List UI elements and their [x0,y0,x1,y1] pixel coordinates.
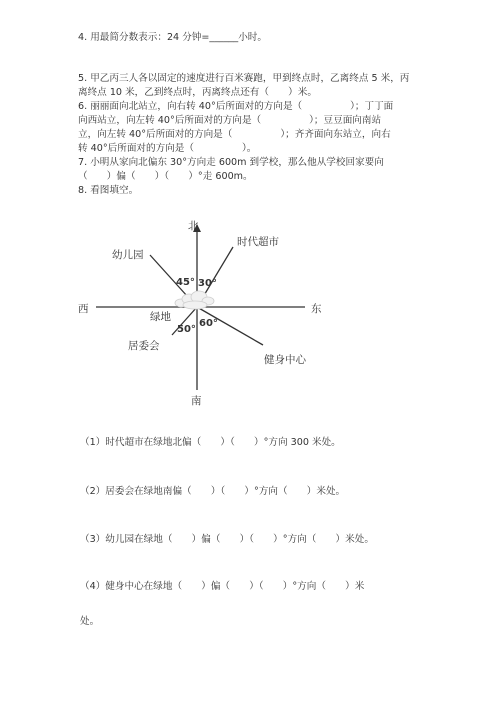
supermarket-label: 时代超市 [237,236,279,248]
kindergarten-label: 幼儿园 [112,249,144,261]
center-label: 绿地 [150,311,171,323]
problem-8-title: 8. 看图填空。 [78,185,139,196]
angle-se-label: 60° [199,318,218,329]
question-3: （3）幼儿园在绿地（ ）偏（ ）（ ）°方向（ ）米处。 [80,534,374,545]
problem-5-line-2: 离终点 10 米，乙到终点时，丙离终点还有（ ）米。 [78,87,317,98]
problem-6-line-2: 向西站立，向左转 40°后所面对的方向是（ ）；豆豆面向南站 [78,115,382,126]
problem-6-line-3: 立，向左转 40°后所面对的方向是（ ）；齐齐面向东站立，向右 [78,129,391,140]
question-1: （1）时代超市在绿地北偏（ ）（ ）°方向 300 米处。 [80,437,341,448]
question-2: （2）居委会在绿地南偏（ ）（ ）°方向（ ）米处。 [80,486,346,497]
green-space-cloud-icon [175,291,214,309]
problem-4: 4. 用最简分数表示：24 分钟=______小时。 [78,32,267,43]
south-label: 南 [191,395,202,407]
north-label: 北 [188,220,199,232]
west-label: 西 [78,303,89,315]
east-label: 东 [311,303,322,315]
problem-6-line-4: 转 40°后所面对的方向是（ ）。 [78,143,257,154]
angle-nw-label: 45° [176,277,195,288]
angle-sw-label: 50° [177,324,196,335]
problem-7-line-1: 7. 小明从家向北偏东 30°方向走 600m 到学校，那么他从学校回家要向 [78,157,384,168]
question-4: （4）健身中心在绿地（ ）偏（ ）（ ）°方向（ ）米 [80,581,365,592]
problem-5-line-1: 5. 甲乙丙三人各以固定的速度进行百米赛跑，甲到终点时，乙离终点 5 米，丙 [78,73,410,84]
angle-ne-label: 30° [198,278,217,289]
problem-7-line-2: （ ）偏（ ）（ ）°走 600m。 [78,171,253,182]
question-4-continuation: 处。 [80,616,100,627]
committee-label: 居委会 [128,340,160,352]
gym-label: 健身中心 [264,354,306,366]
problem-6-line-1: 6. 丽丽面向北站立，向右转 40°后所面对的方向是（ ）；丁丁面 [78,101,394,112]
